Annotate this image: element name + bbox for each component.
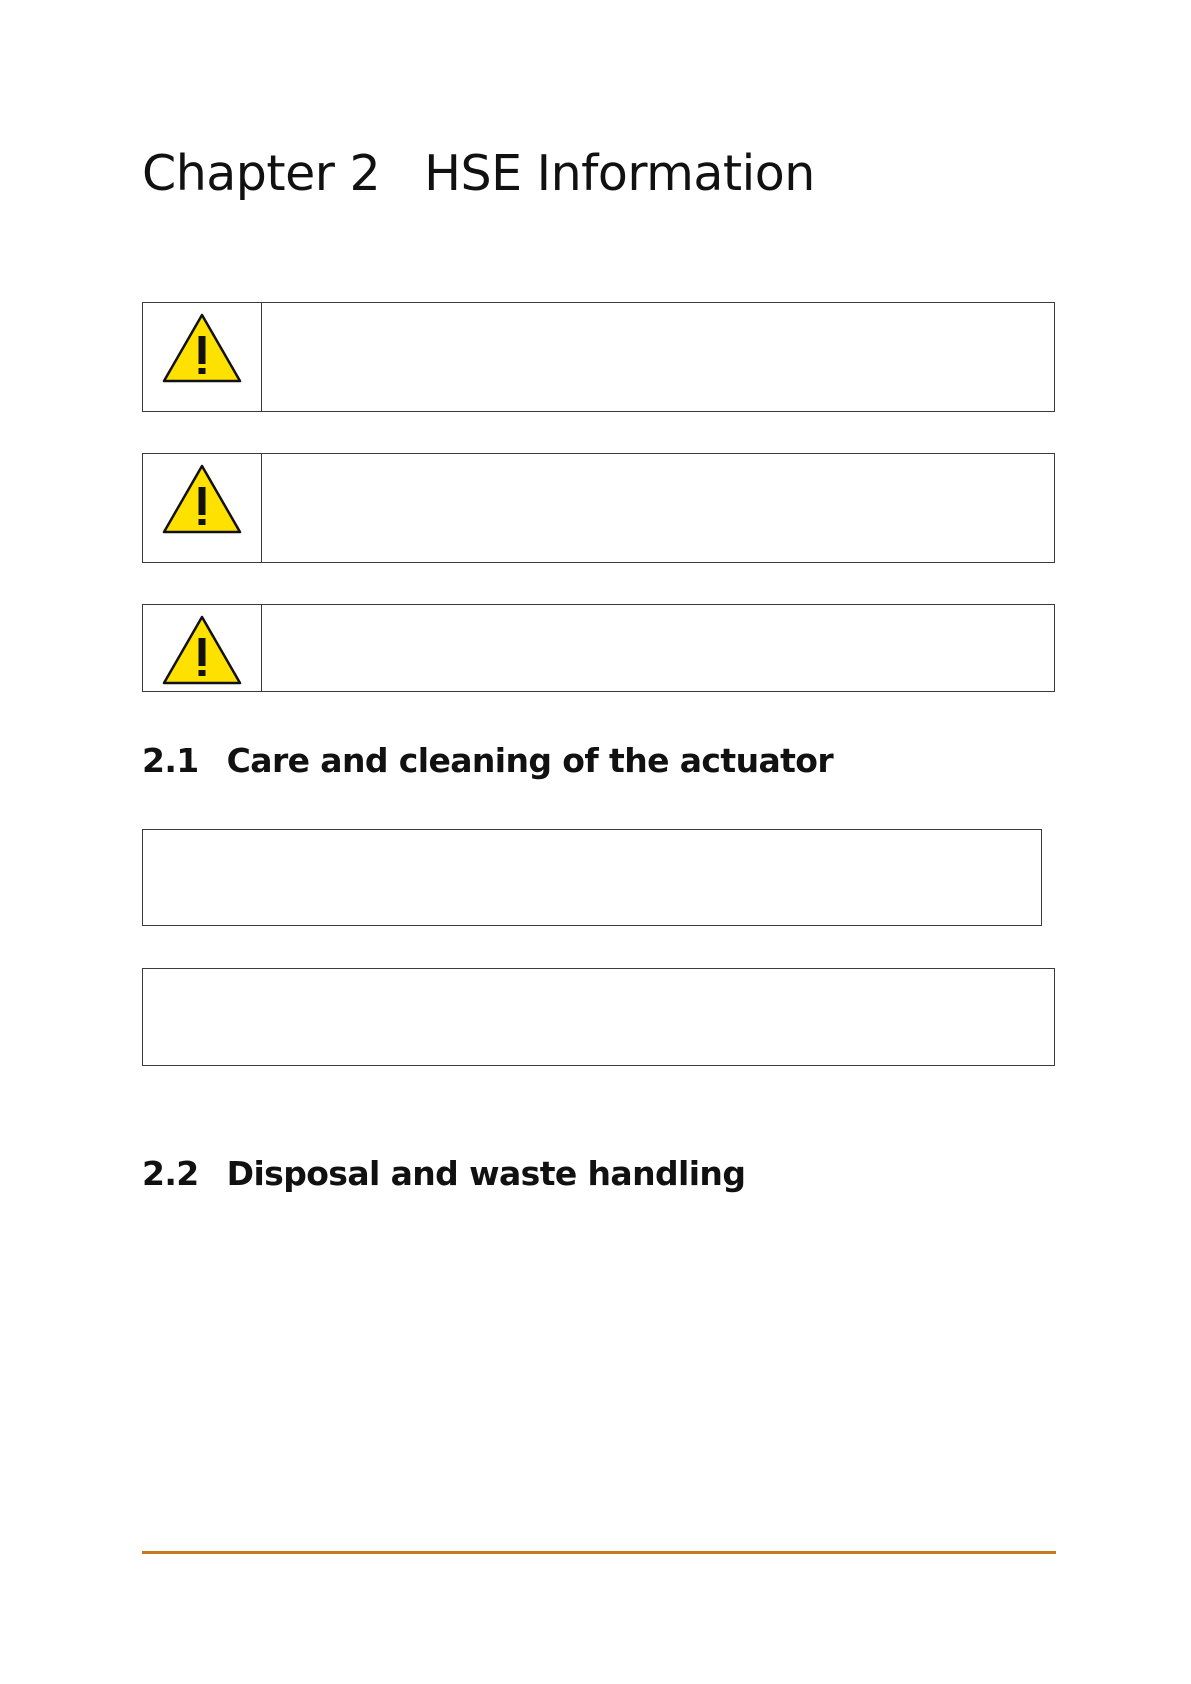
note-box (142, 829, 1042, 926)
section-number: 2.2 (142, 1154, 199, 1193)
warning-icon-cell (143, 454, 262, 562)
warning-text (262, 454, 1054, 562)
chapter-label: Chapter 2 (142, 145, 381, 202)
warning-text (262, 303, 1054, 411)
section-heading-disposal (142, 1152, 745, 1196)
chapter-title (142, 140, 815, 208)
warning-icon-cell (143, 605, 262, 691)
warning-triangle-icon (161, 312, 243, 384)
section-title-text: Care and cleaning of the actuator (226, 741, 834, 780)
warning-triangle-icon (161, 463, 243, 535)
section-number: 2.1 (142, 741, 199, 780)
footer-divider (142, 1551, 1056, 1554)
warning-text (262, 605, 1054, 691)
warning-box (142, 604, 1055, 692)
section-heading-care-cleaning (142, 739, 833, 783)
note-box (142, 968, 1055, 1066)
warning-box (142, 453, 1055, 563)
chapter-name: HSE Information (424, 145, 815, 202)
warning-box (142, 302, 1055, 412)
warning-icon-cell (143, 303, 262, 411)
section-title-text: Disposal and waste handling (226, 1154, 746, 1193)
warning-triangle-icon (161, 614, 243, 686)
